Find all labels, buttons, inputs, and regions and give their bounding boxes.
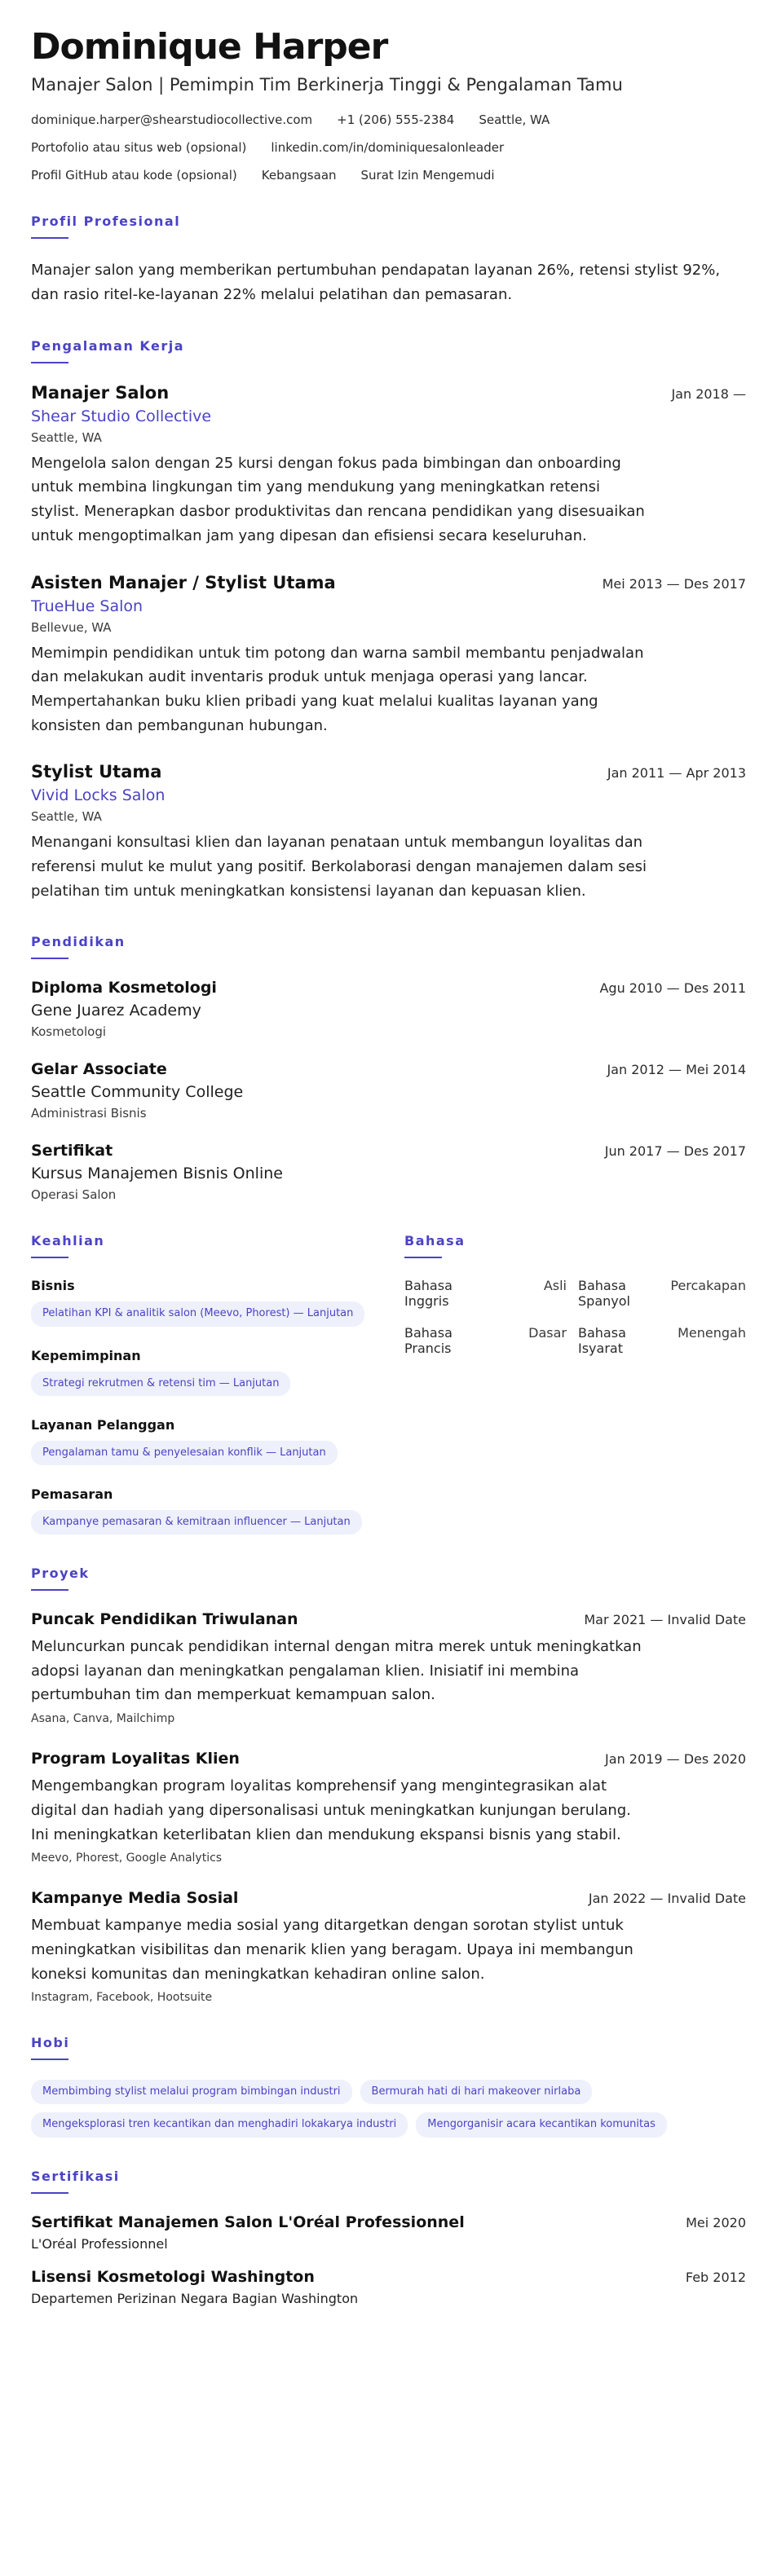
- hobby-chip: Mengorganisir acara kecantikan komunitas: [416, 2112, 667, 2137]
- section-title: Pendidikan: [31, 934, 126, 950]
- skills-column: [31, 1233, 373, 1535]
- certification-name: Lisensi Kosmetologi Washington: [31, 2267, 315, 2286]
- language-list: [404, 1278, 746, 1356]
- skill-category: Pemasaran: [31, 1486, 113, 1502]
- resume-header: [31, 28, 746, 183]
- project-description: Meluncurkan puncak pendidikan internal dengan mitra merek untuk meningkatkan adopsi layanan dan meningkatkan pengalaman klien. Inisiatif ini membina pertumbuhan tim dan memperkuat kemampuan salon.: [31, 1638, 642, 1704]
- institution-name: Seattle Community College: [31, 1083, 244, 1102]
- project-tools: Instagram, Facebook, Hootsuite: [31, 1991, 213, 2005]
- project-date: Mar 2021 — Invalid Date: [584, 1612, 746, 1628]
- degree-title: Gelar Associate: [31, 1060, 167, 1079]
- hobby-chip: Mengeksplorasi tren kecantikan dan menghadiri lokakarya industri: [31, 2112, 408, 2137]
- language-name: Bahasa Prancis: [404, 1325, 453, 1357]
- section-title: Pengalaman Kerja: [31, 337, 185, 354]
- skill-chip: Pengalaman tamu & penyelesaian konflik — Lanjutan: [31, 1441, 338, 1465]
- company-name: Vivid Locks Salon: [31, 786, 166, 805]
- contact-info: [31, 112, 746, 183]
- contact-linkedin[interactable]: linkedin.com/in/dominiquesalonleader: [271, 140, 505, 156]
- institution-name: Kursus Manajemen Bisnis Online: [31, 1165, 283, 1183]
- project-entry: [31, 1610, 746, 1725]
- certification-date: Mei 2020: [686, 2214, 746, 2230]
- institution-name: Gene Juarez Academy: [31, 1002, 201, 1020]
- job-title: Manajer Salon: [31, 382, 170, 403]
- job-date: Jan 2018 —: [671, 385, 746, 402]
- field-of-study: Kosmetologi: [31, 1024, 107, 1040]
- section-divider: [31, 362, 68, 363]
- job-description: Mengelola salon dengan 25 kursi dengan fokus pada bimbingan dan onboarding untuk membina lingkungan tim yang mendukung yang meningkatkan retensi stylist. Menerapkan dasbor produktivitas dan rencana pendidikan yang disesuaikan untuk mengoptimalkan jam yang dipesan dan efisiensi secara keseluruhan.: [31, 454, 645, 544]
- experience-section: [31, 338, 746, 904]
- certification-issuer: L'Oréal Professionnel: [31, 2235, 168, 2252]
- contact-phone[interactable]: +1 (206) 555-2384: [337, 112, 455, 128]
- job-description: Memimpin pendidikan untuk tim potong dan warna sambil membantu penjadwalan dan melakukan audit inventaris produk untuk menjaga operasi yang lancar. Mempertahankan buku klien pribadi yang kuat melalui kualitas layanan yang konsisten dan pembangunan hubungan.: [31, 644, 644, 734]
- degree-title: Diploma Kosmetologi: [31, 979, 217, 997]
- certifications-section: [31, 2169, 746, 2306]
- job-title: Asisten Manajer / Stylist Utama: [31, 572, 336, 592]
- contact-github[interactable]: Profil GitHub atau kode (opsional): [31, 168, 237, 183]
- job-description: Menangani konsultasi klien dan layanan penataan untuk membangun loyalitas dan referensi mulut ke mulut yang positif. Berkolaborasi dengan manajemen dalam sesi pelatihan tim untuk meningkatkan konsistensi layanan dan kepuasan klien.: [31, 834, 647, 900]
- contact-license: Surat Izin Mengemudi: [360, 168, 495, 183]
- contact-email[interactable]: dominique.harper@shearstudiocollective.com: [31, 112, 313, 128]
- languages-column: [404, 1233, 746, 1535]
- certification-entry: [31, 2268, 746, 2306]
- section-divider: [31, 1589, 68, 1591]
- language-level: Menengah: [678, 1325, 746, 1341]
- language-level: Dasar: [528, 1325, 567, 1341]
- project-name: Program Loyalitas Klien: [31, 1750, 240, 1768]
- company-name: Shear Studio Collective: [31, 407, 212, 425]
- section-divider: [404, 1257, 442, 1258]
- section-divider: [31, 1257, 68, 1258]
- section-title: Profil Profesional: [31, 214, 181, 230]
- profile-summary: Manajer salon yang memberikan pertumbuhan pendapatan layanan 26%, retensi stylist 92%, dan rasio ritel-ke-layanan 22% melalui pelatihan dan pemasaran.: [31, 262, 721, 304]
- job-location: Seattle, WA: [31, 809, 102, 825]
- skills-languages-section: [31, 1233, 746, 1535]
- job-date: Jan 2011 — Apr 2013: [607, 765, 746, 782]
- candidate-name: Dominique Harper: [31, 26, 388, 68]
- skill-category: Kepemimpinan: [31, 1347, 141, 1363]
- experience-entry: [31, 573, 746, 738]
- company-name: TrueHue Salon: [31, 597, 143, 615]
- hobbies-section: [31, 2035, 746, 2137]
- profile-section: [31, 214, 746, 306]
- language-name: Bahasa Isyarat: [578, 1325, 626, 1357]
- skill-category: Bisnis: [31, 1278, 75, 1294]
- education-entry: [31, 1142, 746, 1202]
- section-divider: [31, 237, 68, 239]
- certification-name: Sertifikat Manajemen Salon L'Oréal Professionnel: [31, 2213, 465, 2231]
- experience-entry: [31, 383, 746, 548]
- skill-chip: Pelatihan KPI & analitik salon (Meevo, Phorest) — Lanjutan: [31, 1301, 364, 1326]
- candidate-headline: Manajer Salon | Pemimpin Tim Berkinerja Tinggi & Pengalaman Tamu: [31, 75, 623, 95]
- section-title: Bahasa: [404, 1233, 466, 1249]
- project-entry: [31, 1889, 746, 2004]
- education-entry: [31, 1060, 746, 1121]
- project-date: Jan 2019 — Des 2020: [605, 1751, 746, 1768]
- certification-date: Feb 2012: [685, 2269, 746, 2285]
- project-tools: Asana, Canva, Mailchimp: [31, 1712, 175, 1726]
- skill-category: Layanan Pelanggan: [31, 1416, 175, 1433]
- skill-chip: Strategi rekrutmen & retensi tim — Lanjutan: [31, 1372, 290, 1396]
- projects-section: [31, 1565, 746, 2004]
- degree-title: Sertifikat: [31, 1142, 113, 1160]
- job-location: Seattle, WA: [31, 429, 102, 445]
- language-name: Bahasa Spanyol: [578, 1278, 630, 1310]
- job-location: Bellevue, WA: [31, 619, 112, 635]
- project-description: Membuat kampanye media sosial yang ditargetkan dengan sorotan stylist untuk meningkatkan visibilitas dan menarik klien yang beragam. Upaya ini membangun koneksi komunitas dan meningkatkan kehadiran online salon.: [31, 1917, 634, 1983]
- contact-portfolio[interactable]: Portofolio atau situs web (opsional): [31, 140, 247, 156]
- skill-chip: Kampanye pemasaran & kemitraan influencer — Lanjutan: [31, 1510, 362, 1535]
- field-of-study: Operasi Salon: [31, 1187, 117, 1203]
- education-section: [31, 934, 746, 1202]
- section-divider: [31, 958, 68, 959]
- job-date: Mei 2013 — Des 2017: [602, 575, 746, 592]
- field-of-study: Administrasi Bisnis: [31, 1106, 147, 1121]
- contact-nationality: Kebangsaan: [261, 168, 337, 183]
- project-name: Kampanye Media Sosial: [31, 1889, 239, 1908]
- education-date: Jan 2012 — Mei 2014: [607, 1062, 746, 1078]
- project-description: Mengembangkan program loyalitas komprehensif yang mengintegrasikan alat digital dan hadiah yang dipersonalisasi untuk meningkatkan kunjungan berulang. Ini meningkatkan keterlibatan klien dan mendukung ekspansi bisnis yang stabil.: [31, 1777, 631, 1843]
- experience-entry: [31, 762, 746, 903]
- section-title: Hobi: [31, 2035, 70, 2051]
- project-name: Puncak Pendidikan Triwulanan: [31, 1610, 298, 1629]
- certification-issuer: Departemen Perizinan Negara Bagian Washington: [31, 2290, 359, 2306]
- section-title: Keahlian: [31, 1233, 105, 1249]
- certification-entry: [31, 2213, 746, 2252]
- project-date: Jan 2022 — Invalid Date: [588, 1891, 746, 1907]
- job-title: Stylist Utama: [31, 762, 162, 782]
- section-title: Sertifikasi: [31, 2168, 120, 2184]
- project-tools: Meevo, Phorest, Google Analytics: [31, 1852, 223, 1865]
- language-name: Bahasa Inggris: [404, 1278, 453, 1310]
- education-date: Jun 2017 — Des 2017: [604, 1143, 746, 1160]
- hobby-chip: Membimbing stylist melalui program bimbingan industri: [31, 2080, 352, 2104]
- contact-location: Seattle, WA: [479, 112, 550, 128]
- education-entry: [31, 979, 746, 1039]
- project-entry: [31, 1750, 746, 1865]
- education-date: Agu 2010 — Des 2011: [599, 980, 746, 997]
- section-title: Proyek: [31, 1565, 90, 1582]
- hobby-chip: Bermurah hati di hari makeover nirlaba: [360, 2080, 593, 2104]
- section-divider: [31, 2059, 68, 2060]
- section-divider: [31, 2192, 68, 2194]
- language-level: Asli: [543, 1278, 567, 1294]
- language-level: Percakapan: [670, 1278, 746, 1294]
